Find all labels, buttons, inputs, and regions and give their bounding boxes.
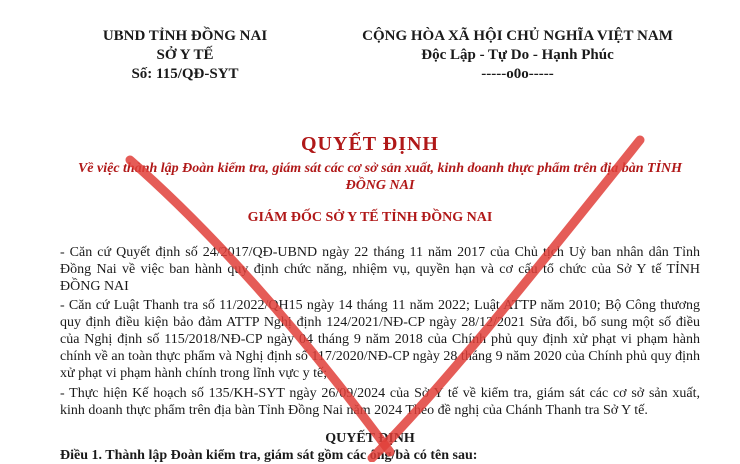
document-title: QUYẾT ĐỊNH	[301, 133, 439, 155]
department-name: SỞ Y TẾ	[156, 47, 214, 63]
agency-name: UBND TỈNH ĐỒNG NAI	[102, 28, 268, 44]
national-header-block	[315, 27, 720, 84]
document-number: Số: 115/QĐ-SYT	[131, 66, 239, 82]
article-1: Điều 1. Thành lập Đoàn kiểm tra, giám sát gồm các ông/bà có tên sau:	[60, 448, 478, 463]
decision-heading: QUYẾT ĐỊNH	[325, 431, 415, 446]
issuer-title: GIÁM ĐỐC SỞ Y TẾ TỈNH ĐỒNG NAI	[247, 210, 493, 225]
legal-basis-paragraph-1: - Căn cứ Quyết định số 24/2017/QĐ-UBND ngày 22 tháng 11 năm 2017 của Chủ tịch Uỷ ban nhân dân Tỉnh Đồng Nai về việc ban hành quy định chức năng, nhiệm vụ, quyền hạn và cơ cấu tổ chức của Sở Y tế TỈNH ĐỒNG NAI	[60, 245, 700, 294]
nation-name: CỘNG HÒA XÃ HỘI CHỦ NGHĨA VIỆT NAM	[362, 28, 673, 44]
national-motto: Độc Lập - Tự Do - Hạnh Phúc	[421, 47, 614, 63]
legal-basis-paragraph-2: - Căn cứ Luật Thanh tra số 11/2022/QH15 ngày 14 tháng 11 năm 2022; Luật ATTP năm 2010; Bộ Công thương quy định điều kiện bảo đảm ATTP Nghị định 124/2021/NĐ-CP ngày 28/12/2021 Sửa đổi, bổ sung một số điều của Nghị định số 115/2018/NĐ-CP ngày 04 tháng 9 năm 2018 của Chính phủ quy định xử phạt vi phạm hành chính về an toàn thực phẩm và Nghị định số 117/2020/NĐ-CP ngày 28 tháng 9 năm 2020 của Chính phủ quy định xử phạt vi phạm hành chính trong lĩnh vực y tế;	[60, 298, 700, 381]
document-subject: Về việc thành lập Đoàn kiểm tra, giám sát các cơ sở sản xuất, kinh doanh thực phẩm trên địa bàn TỈNH ĐỒNG NAI	[77, 161, 683, 193]
issuing-authority-block	[70, 27, 300, 84]
legal-basis-paragraph-3: - Thực hiện Kế hoạch số 135/KH-SYT ngày 26/09/2024 của Sở Y tế về kiểm tra, giám sát các cơ sở sản xuất, kinh doanh thực phẩm trên địa bàn Tỉnh Đồng Nai năm 2024 Theo đề nghị của Chánh Thanh tra Sở Y tế.	[60, 386, 700, 418]
header-separator: -----o0o-----	[481, 66, 554, 82]
